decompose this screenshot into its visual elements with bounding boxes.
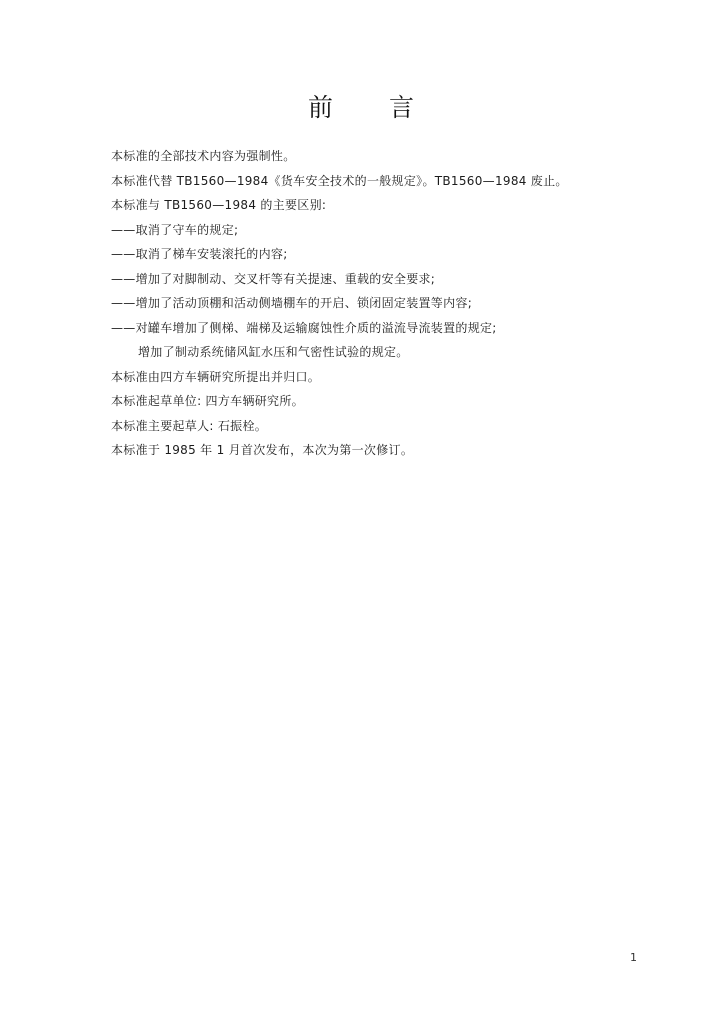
foreword-body [111, 148, 631, 467]
paragraph: 本标准起草单位: 四方车辆研究所。 [111, 394, 304, 408]
paragraph: 本标准于 1985 年 1 月首次发布，本次为第一次修订。 [111, 443, 414, 457]
page-number: 1 [630, 951, 637, 964]
paragraph: 本标准代替 TB1560—1984《货车安全技术的一般规定》。TB1560—1984 废止。 [111, 173, 568, 188]
paragraph: 本标准与 TB1560—1984 的主要区别: [111, 198, 327, 212]
list-item: ——取消了梯车安装滚托的内容; [111, 247, 288, 261]
list-item-continuation: 增加了制动系统储风缸水压和气密性试验的规定。 [138, 345, 409, 359]
title-char: 前 [307, 93, 335, 122]
list-item: ——对罐车增加了侧梯、端梯及运输腐蚀性介质的溢流导流装置的规定; [111, 320, 497, 335]
page-title [0, 88, 724, 124]
paragraph: 本标准的全部技术内容为强制性。 [111, 149, 296, 163]
list-item: ——取消了守车的规定; [111, 222, 239, 237]
list-item: ——增加了对脚制动、交叉杆等有关提速、重载的安全要求; [111, 271, 436, 286]
paragraph: 本标准主要起草人: 石振栓。 [111, 418, 268, 433]
list-item: ——增加了活动顶棚和活动侧墙棚车的开启、锁闭固定装置等内容; [111, 296, 473, 310]
title-char: 言 [389, 93, 417, 122]
paragraph: 本标准由四方车辆研究所提出并归口。 [111, 369, 321, 384]
